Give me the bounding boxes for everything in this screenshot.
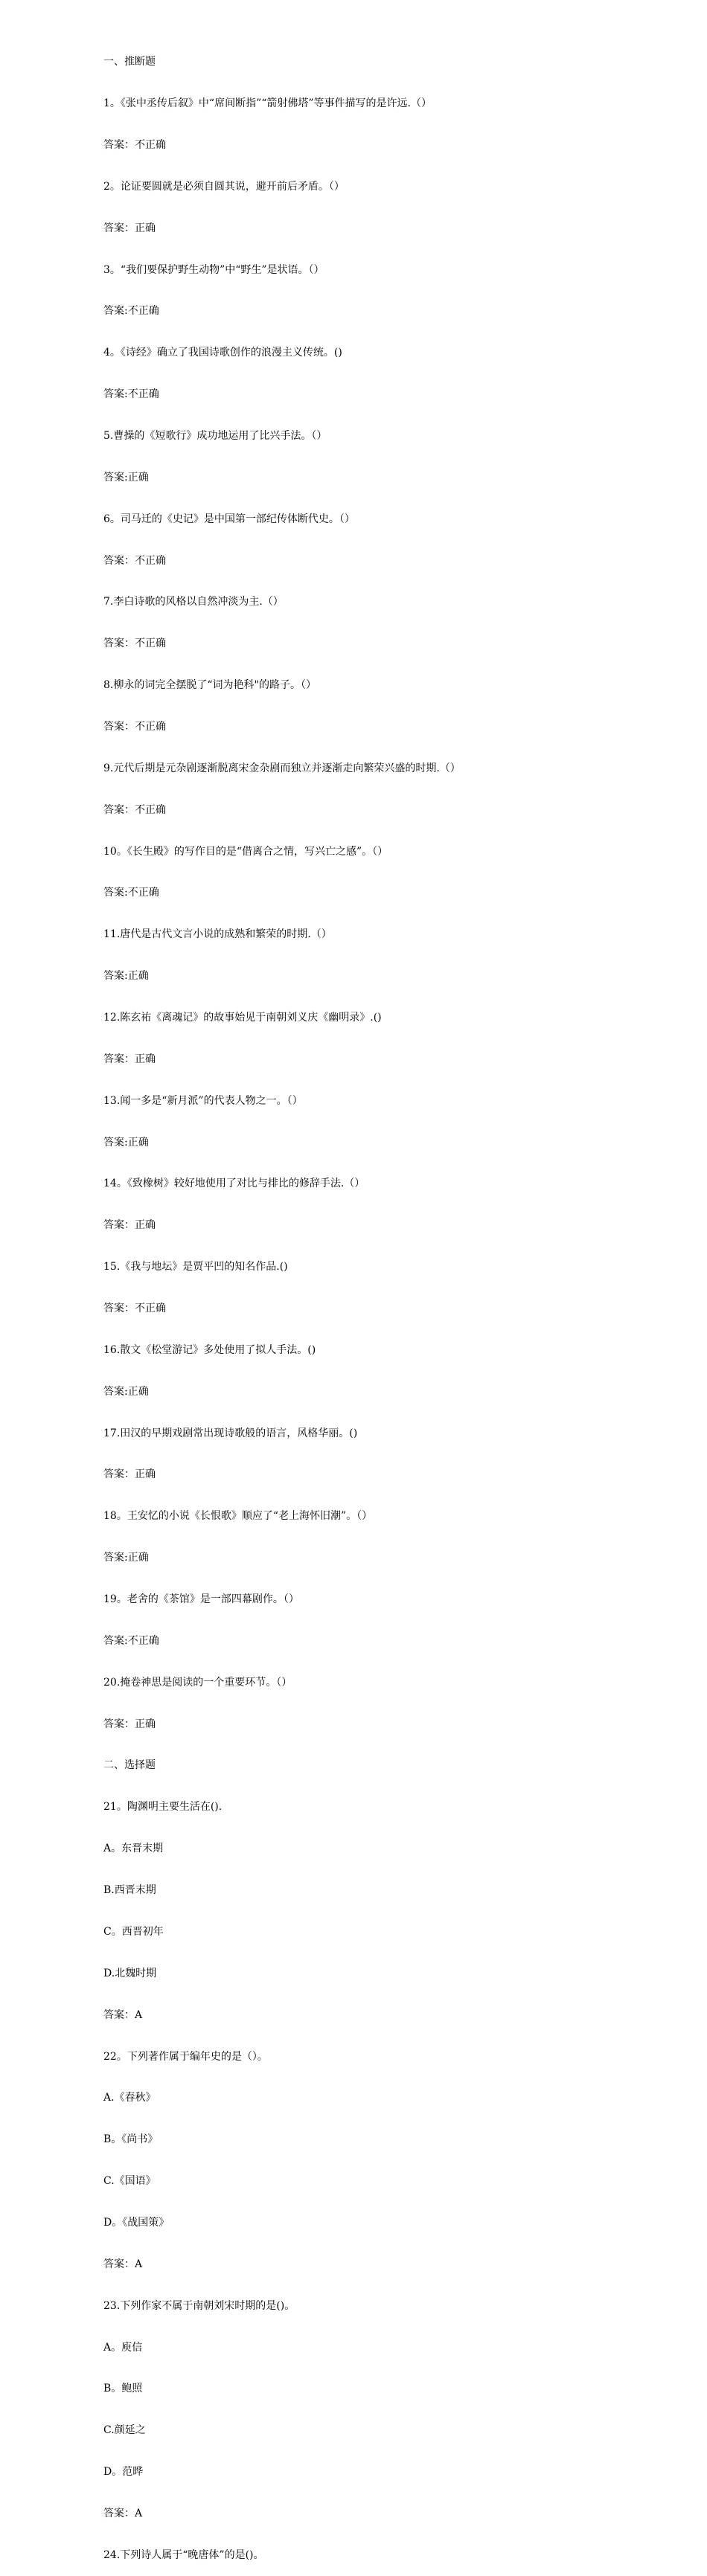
- answer-text: 答案：正确: [103, 1468, 156, 1481]
- question-text: 19。老舍的《茶馆》是一部四幕剧作。（）: [103, 1593, 299, 1606]
- answer-text: 答案:不正确: [103, 887, 159, 899]
- question-text: 17.田汉的早期戏剧常出现诗歌般的语言，风格华丽。(): [103, 1427, 358, 1439]
- question-text: 21。陶渊明主要生活在().: [103, 1801, 223, 1814]
- option-text: C.《国语》: [103, 2175, 156, 2188]
- answer-text: 答案：正确: [103, 1718, 156, 1730]
- option-text: B。鲍照: [103, 2383, 143, 2395]
- question-text: 15.《我与地坛》是贾平凹的知名作品.(): [103, 1261, 288, 1273]
- answer-text: 答案:正确: [103, 1385, 149, 1398]
- option-text: A。东晋末期: [103, 1843, 164, 1855]
- section-heading: 一、推断题: [103, 56, 156, 68]
- answer-text: 答案:正确: [103, 970, 149, 983]
- option-text: D。《战国策》: [103, 2216, 170, 2229]
- answer-text: 答案：正确: [103, 1219, 156, 1232]
- section-heading: 二、选择题: [103, 1759, 156, 1772]
- answer-text: 答案:不正确: [103, 305, 159, 318]
- question-text: 4。《诗经》确立了我国诗歌创作的浪漫主义传统。(): [103, 347, 342, 359]
- option-text: D.北魏时期: [103, 1967, 157, 1979]
- option-text: C.颜延之: [103, 2424, 146, 2437]
- question-text: 24.下列诗人属于“晚唐体”的是()。: [103, 2548, 264, 2561]
- answer-text: 答案：不正确: [103, 721, 166, 733]
- answer-text: 答案:正确: [103, 1552, 149, 1564]
- question-text: 14。《致橡树》较好地使用了对比与排比的修辞手法.（）: [103, 1178, 365, 1190]
- answer-text: 答案：不正确: [103, 637, 166, 650]
- question-text: 10。《长生殿》的写作目的是“借离合之情，写兴亡之感”。（）: [103, 845, 388, 858]
- question-text: 12.陈玄祐《离魂记》的故事始见于南朝刘义庆《幽明录》.(): [103, 1012, 382, 1024]
- answer-text: 答案：不正确: [103, 1303, 166, 1315]
- question-text: 22。下列著作属于编年史的是（）。: [103, 2050, 268, 2063]
- answer-text: 答案:不正确: [103, 388, 159, 401]
- question-text: 1。《张中丞传后叙》中“席间断指”“箭射佛塔”等事件描写的是许远.（）: [103, 97, 432, 110]
- option-text: A.《春秋》: [103, 2092, 156, 2104]
- answer-text: 答案：不正确: [103, 803, 166, 816]
- question-text: 5.曹操的《短歌行》成功地运用了比兴手法。（）: [103, 429, 327, 442]
- option-text: B。《尚书》: [103, 2133, 159, 2146]
- question-text: 7.李白诗歌的风格以自然冲淡为主.（）: [103, 596, 284, 608]
- option-text: D。范晔: [103, 2466, 144, 2479]
- question-text: 20.掩卷神思是阅读的一个重要环节。（）: [103, 1676, 292, 1689]
- answer-text: 答案：A: [103, 2258, 143, 2270]
- answer-text: 答案：正确: [103, 1053, 156, 1065]
- answer-text: 答案：A: [103, 2008, 143, 2021]
- question-text: 18。王安忆的小说《长恨歌》顺应了“老上海怀旧潮”。（）: [103, 1510, 373, 1523]
- option-text: C。西晋初年: [103, 1925, 164, 1938]
- question-text: 13.闻一多是“新月派”的代表人物之一。（）: [103, 1094, 303, 1107]
- answer-text: 答案：正确: [103, 222, 156, 234]
- option-text: A。庾信: [103, 2341, 143, 2354]
- question-text: 8.柳永的词完全摆脱了“词为艳科"的路子。（）: [103, 679, 316, 692]
- question-text: 16.散文《松堂游记》多处使用了拟人手法。(): [103, 1343, 316, 1356]
- question-text: 2。论证要圆就是必须自圆其说，避开前后矛盾。（）: [103, 180, 345, 193]
- question-text: 23.下列作家不属于南朝刘宋时期的是()。: [103, 2299, 295, 2312]
- question-text: 6。司马迁的《史记》是中国第一部纪传体断代史。（）: [103, 513, 355, 525]
- question-text: 9.元代后期是元杂剧逐渐脱离宋金杂剧而独立并逐渐走向繁荣兴盛的时期.（）: [103, 762, 461, 774]
- answer-text: 答案:不正确: [103, 1634, 159, 1647]
- answer-text: 答案:正确: [103, 1136, 149, 1149]
- document-page: [103, 28, 684, 2576]
- answer-text: 答案：不正确: [103, 554, 166, 567]
- question-text: 11.唐代是古代文言小说的成熟和繁荣的时期.（）: [103, 928, 332, 941]
- answer-text: 答案：A: [103, 2507, 143, 2519]
- answer-text: 答案：不正确: [103, 138, 166, 151]
- question-text: 3。“我们要保护野生动物”中“野生”是状语。（）: [103, 263, 324, 276]
- answer-text: 答案:正确: [103, 471, 149, 484]
- option-text: B.西晋末期: [103, 1884, 156, 1897]
